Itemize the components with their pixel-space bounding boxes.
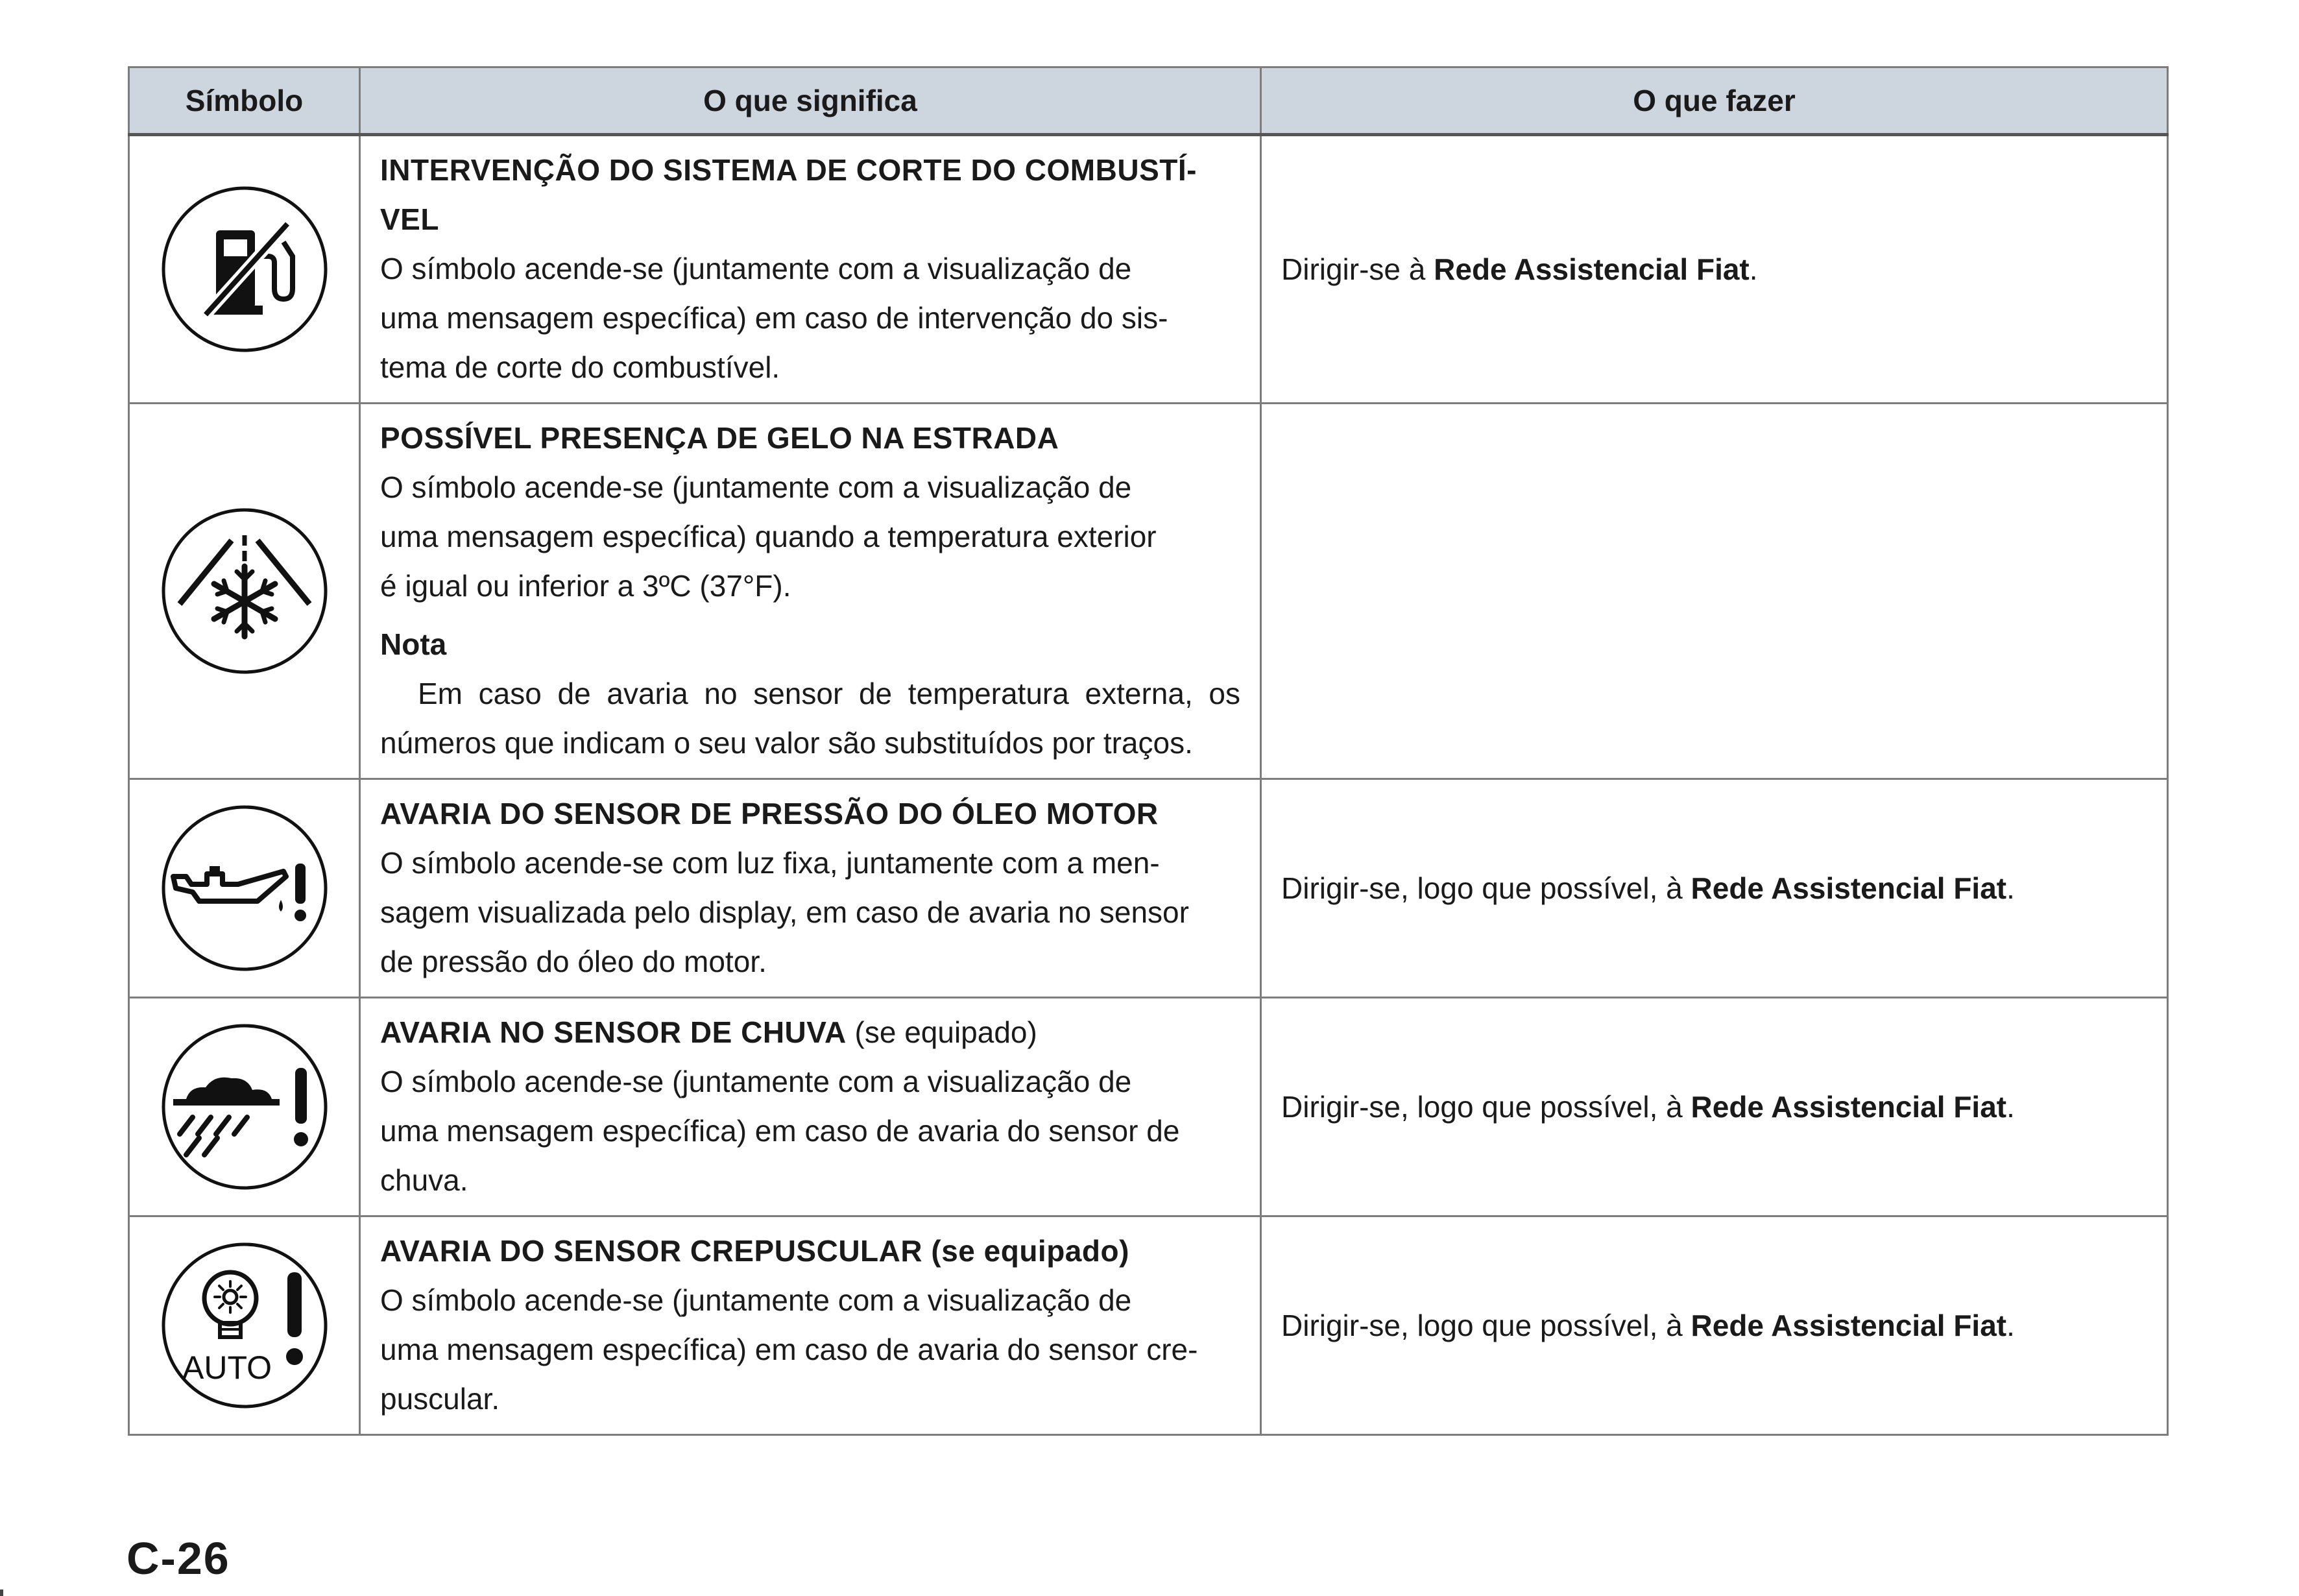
row-body-line: O símbolo acende-se (juntamente com a visualização de [380,1283,1132,1317]
action-dealer-name: Rede Assistencial Fiat [1691,871,2007,905]
note-title: Nota [380,627,447,661]
row-title-line: AVARIA DO SENSOR DE PRESSÃO DO ÓLEO MOTOR [380,797,1159,830]
page-number: C-26 [126,1533,230,1584]
meaning-cell [360,998,1261,1216]
fuel-cut-off-icon [160,185,329,354]
row-title-line: POSSÍVEL PRESENÇA DE GELO NA ESTRADA [380,421,1059,455]
action-suffix: . [2006,1090,2015,1124]
action-cell [1261,998,2168,1216]
row-body-line: O símbolo acende-se com luz fixa, juntamente com a men- [380,846,1160,880]
symbol-cell [129,1216,360,1435]
page-edge-mark [0,1590,3,1596]
note-body: Em caso de avaria no sensor de temperatura externa, os números que indicam o seu valor são substituídos por traços. [380,677,1240,760]
table-row [129,779,2168,998]
action-cell [1261,779,2168,998]
header-symbol: Símbolo [129,67,360,135]
action-suffix: . [2006,871,2015,905]
action-cell [1261,135,2168,404]
action-text: Dirigir-se, logo que possível, à [1281,1309,1691,1342]
header-action: O que fazer [1261,67,2168,135]
icon-auto-label: AUTO [182,1349,272,1386]
row-body-line: é igual ou inferior a 3ºC (37°F). [380,569,791,603]
header-meaning: O que significa [360,67,1261,135]
action-text: Dirigir-se à [1281,252,1434,286]
row-title-line: VEL [380,202,439,236]
ice-on-road-icon [160,507,329,675]
row-body-line: sagem visualizada pelo display, em caso de avaria no sensor [380,895,1189,929]
table-row [129,998,2168,1216]
meaning-cell [360,1216,1261,1435]
action-dealer-name: Rede Assistencial Fiat [1691,1090,2007,1124]
action-cell [1261,1216,2168,1435]
row-body-line: uma mensagem específica) em caso de avaria do sensor cre- [380,1333,1198,1366]
action-suffix: . [2006,1309,2015,1342]
action-text: Dirigir-se, logo que possível, à [1281,871,1691,905]
row-title-line: INTERVENÇÃO DO SISTEMA DE CORTE DO COMBUSTÍ- [380,153,1197,187]
row-body-line: chuva. [380,1163,468,1197]
row-body-line: de pressão do óleo do motor. [380,945,767,978]
symbol-cell [129,135,360,404]
row-body-line: uma mensagem específica) em caso de intervenção do sis- [380,301,1168,335]
oil-pressure-sensor-fault-icon [160,804,329,973]
rain-sensor-fault-icon [160,1022,329,1191]
row-body-line: O símbolo acende-se (juntamente com a visualização de [380,470,1132,504]
table-row [129,1216,2168,1435]
action-dealer-name: Rede Assistencial Fiat [1691,1309,2007,1342]
action-dealer-name: Rede Assistencial Fiat [1434,252,1750,286]
row-title-line [380,1008,1240,1057]
symbol-cell [129,779,360,998]
symbol-cell [129,998,360,1216]
table-row [129,135,2168,404]
symbol-cell [129,404,360,779]
table-header-row [129,67,2168,135]
row-body-line: puscular. [380,1382,500,1416]
action-cell-empty [1261,404,2168,779]
row-title-bold: AVARIA NO SENSOR DE CHUVA [380,1015,847,1049]
action-suffix: . [1749,252,1758,286]
row-body-line: uma mensagem específica) quando a temperatura exterior [380,520,1157,553]
meaning-cell [360,404,1261,779]
row-body-line: tema de corte do combustível. [380,350,780,384]
warning-lights-table [128,66,2169,1436]
dusk-sensor-fault-icon [160,1241,329,1410]
table-row [129,404,2168,779]
row-body-line: O símbolo acende-se (juntamente com a visualização de [380,1065,1132,1098]
meaning-cell [360,779,1261,998]
row-body-line: uma mensagem específica) em caso de avaria do sensor de [380,1114,1180,1148]
row-title-line: AVARIA DO SENSOR CREPUSCULAR (se equipado) [380,1234,1129,1268]
row-title-suffix: (se equipado) [846,1015,1037,1049]
meaning-cell [360,135,1261,404]
row-body-line: O símbolo acende-se (juntamente com a visualização de [380,252,1132,285]
action-text: Dirigir-se, logo que possível, à [1281,1090,1691,1124]
